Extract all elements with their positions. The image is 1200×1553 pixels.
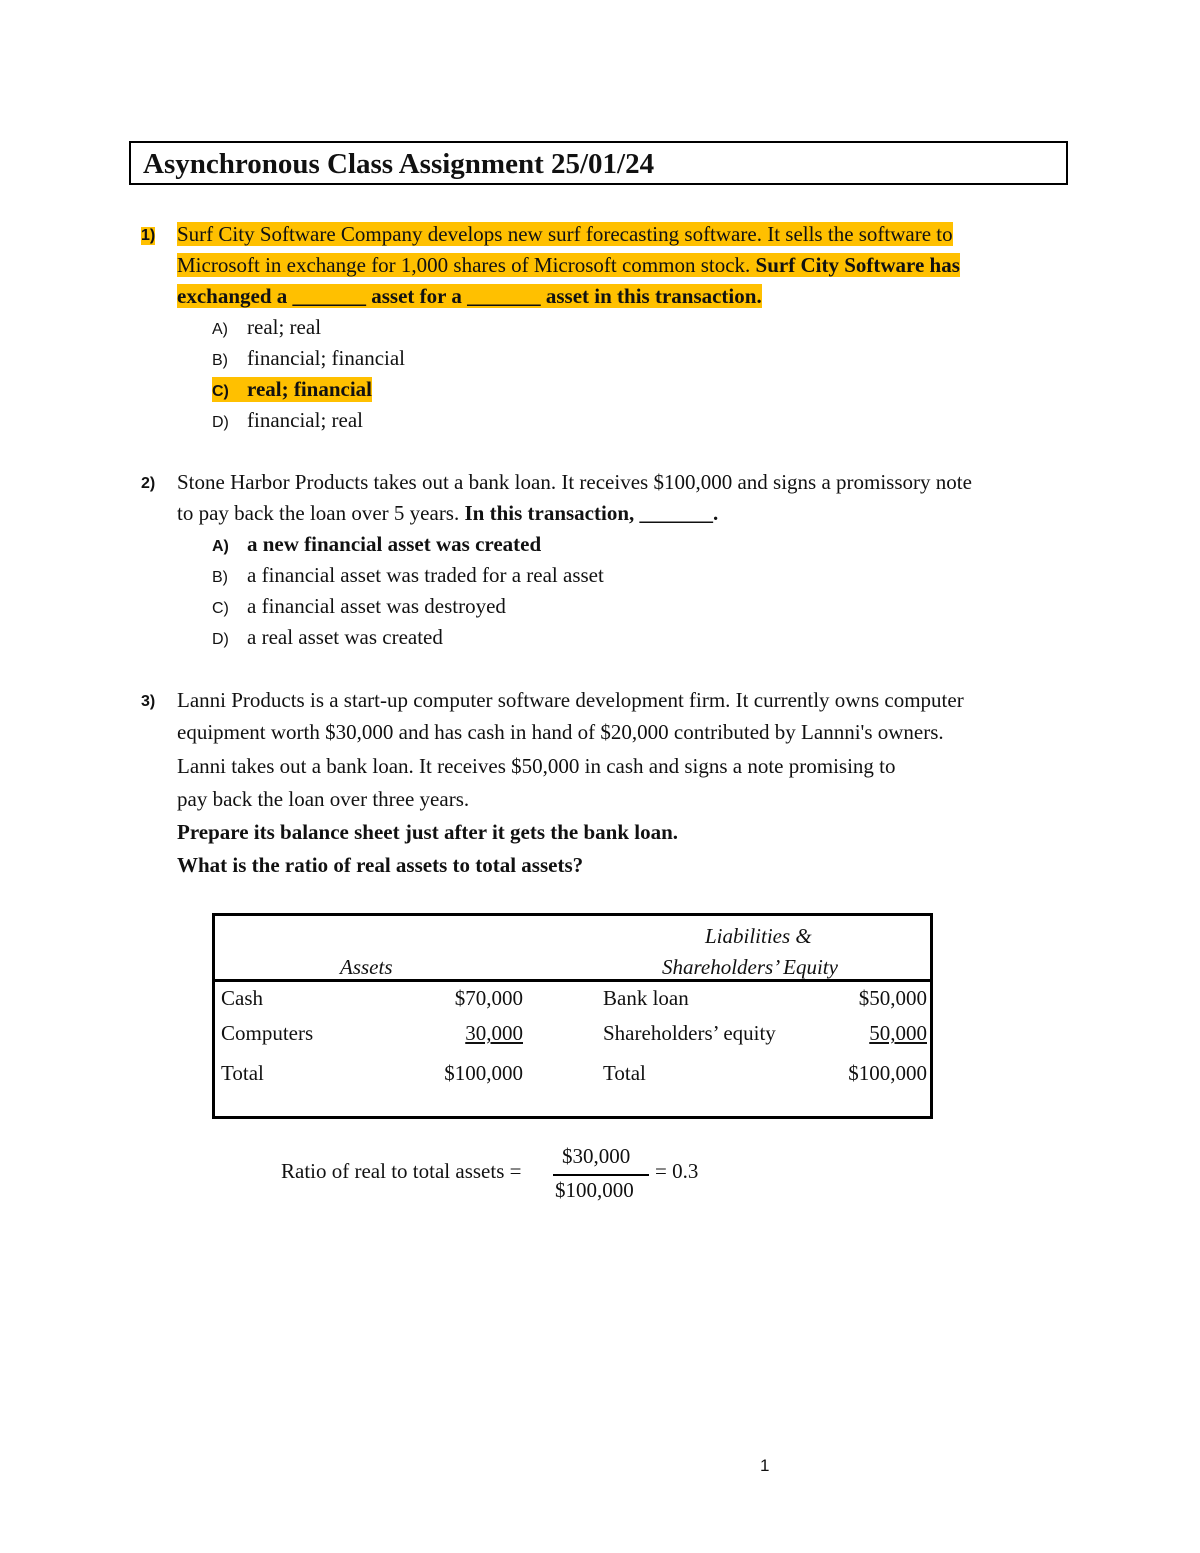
question-number: 2): [141, 475, 156, 492]
liability-label-total: Total: [603, 1061, 646, 1085]
question-text-bold: Surf City Software has: [755, 253, 960, 277]
option-c-answer: C) real; financial: [212, 377, 373, 401]
option-d: D) a real asset was created: [212, 625, 443, 649]
question-text-line: to pay back the loan over 5 years.: [177, 501, 465, 525]
liability-label-equity: Shareholders’ equity: [603, 1021, 776, 1045]
fraction-bar: [553, 1174, 649, 1176]
balance-sheet-table: [212, 913, 933, 1119]
header-rule: [215, 979, 930, 982]
question-instruction: Prepare its balance sheet just after it gets the bank loan.: [177, 820, 679, 844]
asset-label-total: Total: [221, 1061, 264, 1085]
question-instruction: What is the ratio of real assets to total assets?: [177, 853, 584, 877]
asset-label-computers: Computers: [221, 1021, 314, 1045]
ratio-label: Ratio of real to total assets =: [281, 1159, 522, 1183]
page-title: Asynchronous Class Assignment 25/01/24: [143, 148, 655, 180]
question-number: 1): [141, 227, 156, 244]
option-b: B) financial; financial: [212, 346, 406, 370]
question-text-line: equipment worth $30,000 and has cash in hand of $20,000 contributed by Lannni's owners.: [177, 720, 944, 744]
question-text-line: Microsoft in exchange for 1,000 shares of Microsoft common stock.: [177, 253, 756, 277]
title-box: [129, 141, 1068, 185]
asset-value-cash: $70,000: [454, 986, 523, 1010]
question-text-line: Lanni takes out a bank loan. It receives $50,000 in cash and signs a note promising to: [177, 754, 896, 778]
assets-header: Assets: [340, 955, 393, 979]
asset-value-total: $100,000: [444, 1061, 523, 1085]
question-text-bold: In this transaction, _______.: [464, 501, 719, 525]
option-b: B) a financial asset was traded for a real asset: [212, 563, 604, 587]
liabilities-header: Liabilities &: [705, 924, 812, 948]
ratio-numerator: $30,000: [562, 1144, 631, 1168]
equity-header: Shareholders’ Equity: [662, 955, 838, 979]
question-text-line: Stone Harbor Products takes out a bank loan. It receives $100,000 and signs a promissory note: [177, 470, 972, 494]
option-a: A) real; real: [212, 315, 322, 339]
liability-label-loan: Bank loan: [603, 986, 689, 1010]
option-d: D) financial; real: [212, 408, 364, 432]
option-c: C) a financial asset was destroyed: [212, 594, 506, 618]
question-text-line: pay back the loan over three years.: [177, 787, 470, 811]
page-number: 1: [760, 1456, 770, 1475]
ratio-denominator: $100,000: [555, 1178, 634, 1202]
question-text-line: Lanni Products is a start-up computer software development firm. It currently owns computer: [177, 688, 964, 712]
liability-value-equity: 50,000: [869, 1021, 927, 1045]
asset-value-computers: 30,000: [465, 1021, 523, 1045]
ratio-result: = 0.3: [655, 1159, 699, 1183]
option-a-answer: A) a new financial asset was created: [212, 532, 542, 556]
liability-value-total: $100,000: [848, 1061, 927, 1085]
question-number: 3): [141, 693, 156, 710]
question-text-line: Surf City Software Company develops new surf forecasting software. It sells the software to: [177, 222, 953, 246]
question-text-bold: exchanged a _______ asset for a _______ asset in this transaction.: [177, 284, 762, 308]
asset-label-cash: Cash: [221, 986, 263, 1010]
liability-value-loan: $50,000: [858, 986, 927, 1010]
